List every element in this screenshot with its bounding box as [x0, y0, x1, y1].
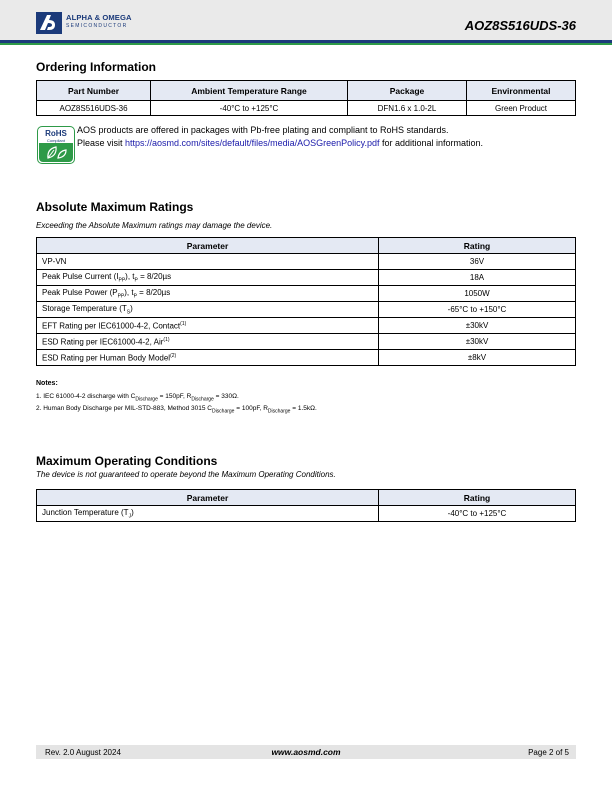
- note-subscript: Discharge: [211, 408, 235, 415]
- rohs-badge-sub: Compliant: [46, 138, 65, 143]
- cell-rating: -65°C to +150°C: [379, 302, 576, 318]
- header-rule-green: [0, 43, 612, 45]
- notes-title: Notes:: [36, 380, 58, 387]
- table-row: [37, 506, 576, 522]
- cell-parameter: [37, 350, 379, 366]
- page-number: Page 2 of 5: [528, 748, 569, 757]
- revision-text: Rev. 2.0 August 2024: [45, 748, 121, 757]
- company-logo: [36, 12, 138, 36]
- note-text: 2. Human Body Discharge per MIL-STD-883, Method 3015 C: [36, 405, 212, 412]
- cell-rating: -40°C to +125°C: [379, 506, 576, 522]
- col-rating: Rating: [379, 490, 576, 506]
- param-subscript: PP: [117, 293, 125, 300]
- cell-package: DFN1.6 x 1.0-2L: [348, 101, 467, 116]
- table-row: [37, 350, 576, 366]
- abs-max-table: [36, 237, 576, 366]
- max-op-heading: Maximum Operating Conditions: [36, 454, 218, 468]
- table-header-row: [37, 238, 576, 254]
- table-header-row: [37, 490, 576, 506]
- cell-parameter: [37, 254, 379, 270]
- param-text: = 8/20µs: [137, 271, 172, 281]
- note-subscript: Discharge: [267, 408, 291, 415]
- table-row: [37, 286, 576, 302]
- param-text: ): [131, 507, 134, 517]
- col-package: Package: [348, 81, 467, 101]
- param-subscript: PP: [118, 277, 126, 284]
- cell-rating: 1050W: [379, 286, 576, 302]
- page-header: [0, 0, 612, 40]
- cell-environmental: Green Product: [467, 101, 576, 116]
- param-subscript: J: [128, 513, 132, 520]
- note-text: 1. IEC 61000-4-2 discharge with C: [36, 393, 136, 400]
- cell-parameter: [37, 270, 379, 286]
- company-name: ALPHA & OMEGA: [66, 13, 132, 22]
- cell-rating: 36V: [379, 254, 576, 270]
- note-text: = 150pF, R: [157, 393, 192, 400]
- footnote-ref: (2): [170, 352, 177, 359]
- cell-parameter: [37, 318, 379, 334]
- note-subscript: Discharge: [135, 396, 158, 403]
- param-subscript: S: [126, 309, 131, 316]
- table-row: [37, 270, 576, 286]
- col-parameter: Parameter: [37, 490, 379, 506]
- rohs-badge-title: RoHS: [45, 129, 67, 138]
- cell-parameter: [37, 302, 379, 318]
- param-text: VP-VN: [42, 257, 67, 266]
- rohs-visit-suffix: for additional information.: [379, 138, 484, 148]
- cell-rating: ±30kV: [379, 318, 576, 334]
- rohs-visit-prefix: Please visit: [77, 138, 126, 148]
- note-text: = 330Ω.: [213, 393, 239, 400]
- table-row: [37, 302, 576, 318]
- rohs-statement: AOS products are offered in packages with Pb-free plating and compliant to RoHS standards.: [77, 125, 449, 135]
- table-row: [37, 318, 576, 334]
- param-text: ), t: [125, 271, 135, 281]
- table-row: [37, 334, 576, 350]
- document-title: AOZ8S516UDS-36: [464, 18, 576, 33]
- rohs-badge: [37, 126, 75, 164]
- note-1: [36, 393, 239, 402]
- note-subscript: Discharge: [191, 396, 214, 403]
- rohs-visit-line: [77, 138, 483, 148]
- max-op-subtitle: The device is not guaranteed to operate beyond the Maximum Operating Conditions.: [36, 470, 336, 479]
- cell-parameter: [37, 506, 379, 522]
- page-footer: [36, 745, 576, 759]
- param-text: ), t: [124, 287, 134, 297]
- param-text: ESD Rating per IEC61000-4-2, Air: [42, 337, 164, 347]
- col-environmental: Environmental: [467, 81, 576, 101]
- param-subscript: P: [134, 277, 138, 284]
- cell-parameter: [37, 286, 379, 302]
- aos-logo-icon: [36, 12, 62, 34]
- param-text: ): [130, 303, 133, 313]
- col-rating: Rating: [379, 238, 576, 254]
- param-text: = 8/20µs: [136, 287, 171, 297]
- note-text: = 1.5kΩ.: [290, 405, 317, 412]
- param-text: EFT Rating per IEC61000-4-2, Contact: [42, 321, 181, 331]
- param-text: Junction Temperature (T: [42, 507, 129, 517]
- col-ambient-temp: Ambient Temperature Range: [151, 81, 348, 101]
- cell-rating: 18A: [379, 270, 576, 286]
- cell-ambient-temp: -40°C to +125°C: [151, 101, 348, 116]
- footnote-ref: (1): [163, 336, 170, 343]
- max-op-table: [36, 489, 576, 522]
- param-text: Peak Pulse Power (P: [42, 287, 118, 297]
- footnote-ref: (1): [180, 320, 187, 327]
- param-subscript: P: [133, 293, 137, 300]
- cell-part-number: AOZ8S516UDS-36: [37, 101, 151, 116]
- cell-rating: ±8kV: [379, 350, 576, 366]
- table-row: [37, 254, 576, 270]
- cell-rating: ±30kV: [379, 334, 576, 350]
- table-row: [37, 101, 576, 116]
- table-header-row: [37, 81, 576, 101]
- param-text: ESD Rating per Human Body Model: [42, 353, 171, 363]
- website-link[interactable]: www.aosmd.com: [271, 747, 341, 757]
- abs-max-subtitle: Exceeding the Absolute Maximum ratings may damage the device.: [36, 221, 273, 230]
- col-part-number: Part Number: [37, 81, 151, 101]
- abs-max-heading: Absolute Maximum Ratings: [36, 200, 194, 214]
- ordering-table: [36, 80, 576, 116]
- col-parameter: Parameter: [37, 238, 379, 254]
- param-text: Peak Pulse Current (I: [42, 271, 119, 281]
- param-text: Storage Temperature (T: [42, 303, 127, 313]
- cell-parameter: [37, 334, 379, 350]
- ordering-heading: Ordering Information: [36, 60, 156, 74]
- green-policy-link[interactable]: https://aosmd.com/sites/default/files/media/AOSGreenPolicy.pdf: [125, 138, 380, 148]
- note-text: = 100pF, R: [234, 405, 268, 412]
- company-subname: SEMICONDUCTOR: [66, 23, 128, 29]
- leaf-icon: [39, 143, 73, 162]
- note-2: [36, 405, 317, 414]
